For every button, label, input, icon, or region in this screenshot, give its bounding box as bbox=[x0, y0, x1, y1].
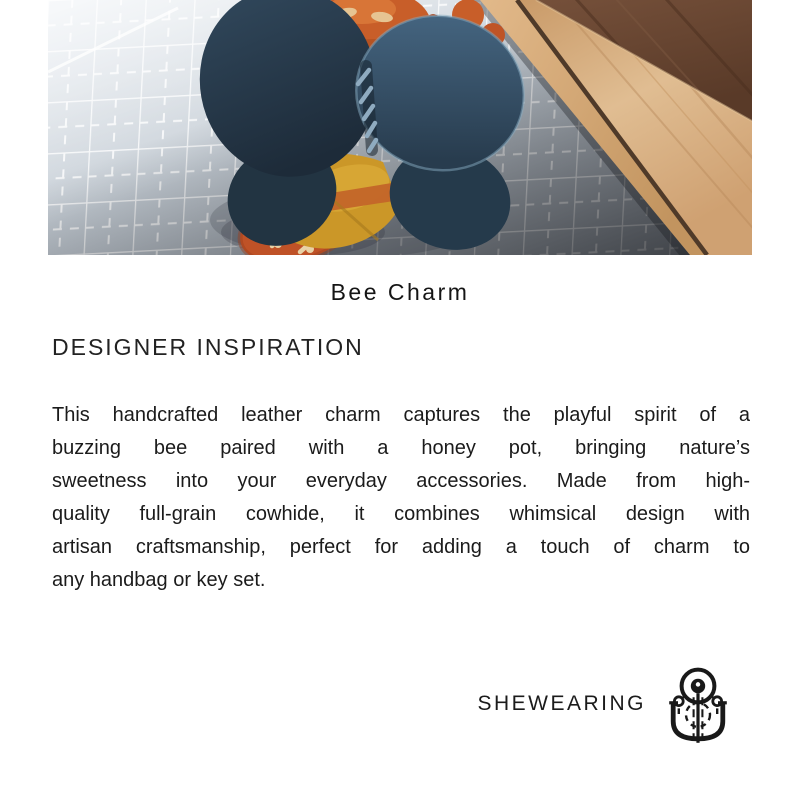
paragraph-line: sweetness into your everyday accessories. Made from high- bbox=[52, 470, 750, 492]
paragraph-line: artisan craftsmanship, perfect for adding a touch of charm to bbox=[52, 536, 750, 558]
paragraph-line: buzzing bee paired with a honey pot, bringing nature’s bbox=[52, 437, 750, 459]
section-heading: DESIGNER INSPIRATION bbox=[52, 334, 364, 360]
description-paragraph bbox=[52, 399, 750, 597]
paragraph-line: quality full-grain cowhide, it combines whimsical design with bbox=[52, 503, 750, 525]
shewearing-emblem-icon bbox=[662, 654, 734, 754]
brand-footer bbox=[477, 652, 734, 756]
bee-charm-illustration bbox=[185, 0, 537, 255]
paragraph-line: any handbag or key set. bbox=[52, 569, 266, 591]
brand-name: SHEWEARING bbox=[477, 692, 646, 715]
page-title: Bee Charm bbox=[330, 279, 470, 305]
paragraph-line: This handcrafted leather charm captures the playful spirit of a bbox=[52, 404, 750, 426]
product-photo-bee-charm bbox=[48, 0, 752, 255]
